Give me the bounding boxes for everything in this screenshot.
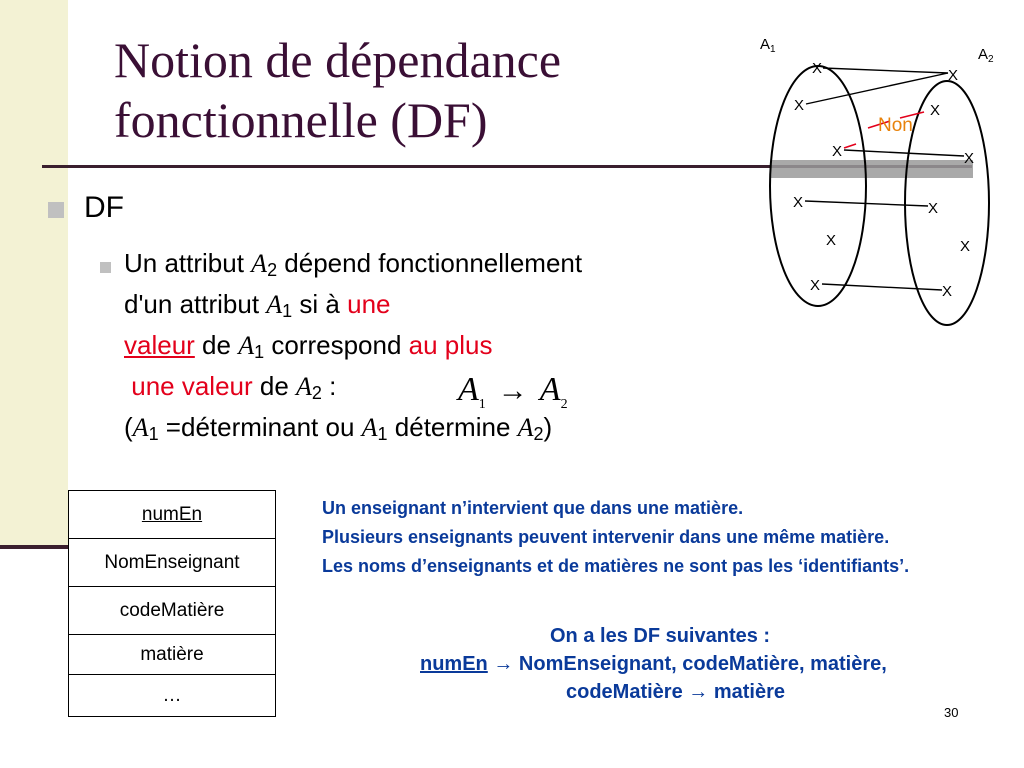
element-mark: X	[826, 232, 837, 249]
set-a1-label: $A_1$	[760, 36, 776, 55]
table-row	[69, 675, 276, 717]
df-key-attribute: numEn	[420, 653, 488, 675]
element-mark: X	[942, 283, 953, 300]
variable-a: A	[266, 290, 283, 319]
variable-subscript: 1	[282, 301, 293, 321]
variable-a: A	[296, 372, 312, 401]
formula-left-var: A	[458, 371, 479, 408]
element-mark: X	[810, 277, 821, 294]
df-summary-line-2	[410, 678, 1010, 706]
mapping-line	[822, 284, 942, 290]
df-summary-header: On a les DF suivantes :	[550, 625, 771, 647]
formula-right-subscript: 2	[560, 397, 568, 412]
table-cell-key: numEn	[141, 503, 203, 525]
variable-subscript: 2	[267, 260, 278, 280]
df-summary-line-1	[410, 650, 1010, 678]
right-arrow-icon: →	[493, 653, 514, 675]
definition-text: de	[194, 330, 239, 360]
variable-subscript: 1	[377, 424, 388, 444]
attribute-table	[68, 490, 276, 717]
page-number: 30	[944, 705, 959, 720]
bullet-df-heading: DF	[84, 191, 124, 224]
info-line: Les noms d’enseignants et de matières ne sont pas les ‘identifiants’.	[322, 556, 910, 576]
emphasis-red-text: au plus	[408, 330, 493, 360]
left-decorative-rule	[0, 545, 68, 549]
definition-text: =déterminant ou	[158, 412, 362, 442]
element-mark: X	[832, 143, 843, 160]
info-line: Un enseignant n’intervient que dans une matière.	[322, 498, 744, 518]
element-mark: X	[793, 194, 804, 211]
definition-text: Un attribut	[124, 248, 252, 278]
definition-line-5	[124, 407, 784, 448]
df-summary	[410, 622, 1010, 706]
title-line-1: Notion de dépendance	[114, 32, 562, 88]
definition-text: détermine	[387, 412, 518, 442]
emphasis-red-text: une valeur	[131, 371, 253, 401]
table-cell: matière	[140, 643, 204, 665]
definition-text: si à	[292, 289, 348, 319]
variable-a: A	[361, 413, 378, 442]
variable-subscript: 1	[254, 342, 265, 362]
table-row	[69, 587, 276, 635]
element-mark: X	[930, 102, 941, 119]
non-mapping-red-line	[844, 144, 856, 148]
paren-close: )	[543, 412, 553, 442]
mapping-line	[844, 150, 964, 156]
df-dependent-attributes: NomEnseignant, codeMatière, matière,	[518, 653, 887, 675]
info-block	[322, 494, 1012, 581]
definition-text: :	[321, 371, 337, 401]
mapping-line	[823, 68, 948, 73]
element-mark: X	[948, 67, 959, 84]
right-arrow-icon: →	[497, 374, 528, 407]
table-cell: …	[162, 684, 182, 706]
element-mark: X	[794, 97, 805, 114]
variable-subscript: 2	[533, 424, 544, 444]
variable-subscript: 1	[148, 424, 159, 444]
slide-title	[114, 30, 561, 150]
df-definition	[124, 243, 784, 448]
variable-a: A	[517, 413, 534, 442]
variable-a: A	[132, 413, 149, 442]
element-mark: X	[812, 60, 823, 77]
df-dependent: matière	[713, 681, 785, 703]
right-arrow-icon: →	[688, 681, 709, 703]
definition-text: de	[252, 371, 297, 401]
title-line-2: fonctionnelle (DF)	[114, 92, 488, 148]
left-decorative-band	[0, 0, 68, 545]
df-formula	[458, 371, 568, 412]
info-line: Plusieurs enseignants peuvent intervenir dans une même matière.	[322, 527, 890, 547]
table-row	[69, 539, 276, 587]
emphasis-red-underlined-text: valeur	[124, 330, 195, 360]
sub-bullet-square-icon	[100, 262, 111, 273]
definition-line-3	[124, 325, 784, 366]
definition-line-4	[124, 366, 784, 407]
mapping-diagram	[740, 28, 1024, 328]
table-row	[69, 491, 276, 539]
variable-a: A	[238, 331, 255, 360]
variable-subscript: 2	[311, 383, 322, 403]
definition-line-2	[124, 284, 784, 325]
variable-a: A	[251, 249, 268, 278]
emphasis-red-text: une	[347, 289, 391, 319]
table-row	[69, 635, 276, 675]
element-mark: X	[960, 238, 971, 255]
bullet-square-icon	[48, 202, 64, 218]
set-a2-label: $A_2$	[978, 46, 994, 65]
formula-right-var: A	[539, 371, 561, 408]
non-label: Non	[878, 115, 913, 136]
element-mark: X	[964, 150, 975, 167]
definition-text: d'un attribut	[124, 289, 267, 319]
definition-text: correspond	[264, 330, 409, 360]
element-mark: X	[928, 200, 939, 217]
table-cell: codeMatière	[119, 599, 225, 621]
formula-left-subscript: 1	[478, 397, 486, 412]
df-determinant: codeMatière	[566, 681, 683, 703]
paren-open: (	[124, 412, 133, 442]
definition-line-1	[124, 243, 784, 284]
table-cell: NomEnseignant	[104, 551, 240, 573]
mapping-line	[806, 73, 948, 104]
definition-text: dépend fonctionnellement	[277, 248, 583, 278]
